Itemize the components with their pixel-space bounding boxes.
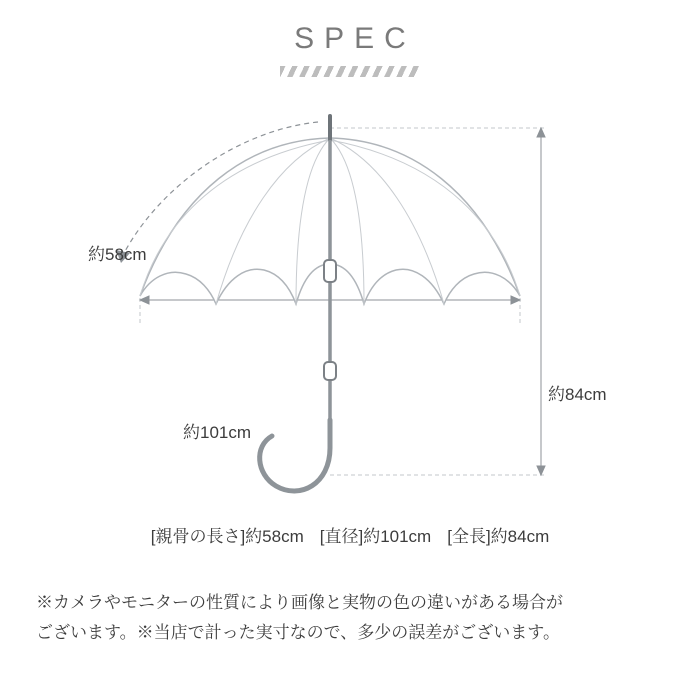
spec-summary: [0, 522, 700, 547]
rib-length-label: 約58cm: [88, 245, 147, 264]
summary-total: [全長]約84cm: [447, 527, 550, 546]
title-underline-stripes: [280, 66, 420, 77]
umbrella-diagram: [0, 100, 700, 500]
umbrella-diagram-svg: [0, 100, 700, 500]
total-length-label: 約84cm: [548, 385, 607, 404]
page-title: SPEC: [294, 22, 416, 55]
total-length-dimension-arrow-icon: [537, 128, 545, 475]
footnote-line-1: ※カメラやモニターの性質により画像と実物の色の違いがある場合が: [36, 593, 563, 612]
summary-diameter: [直径]約101cm: [319, 527, 432, 546]
footnote-line-2: ございます。※当店で計った実寸なので、多少の誤差がございます。: [36, 622, 560, 642]
diameter-label: 約101cm: [183, 423, 252, 442]
footnote: [36, 588, 666, 648]
spec-header: [0, 22, 700, 77]
summary-rib: [親骨の長さ]約58cm: [150, 527, 304, 546]
